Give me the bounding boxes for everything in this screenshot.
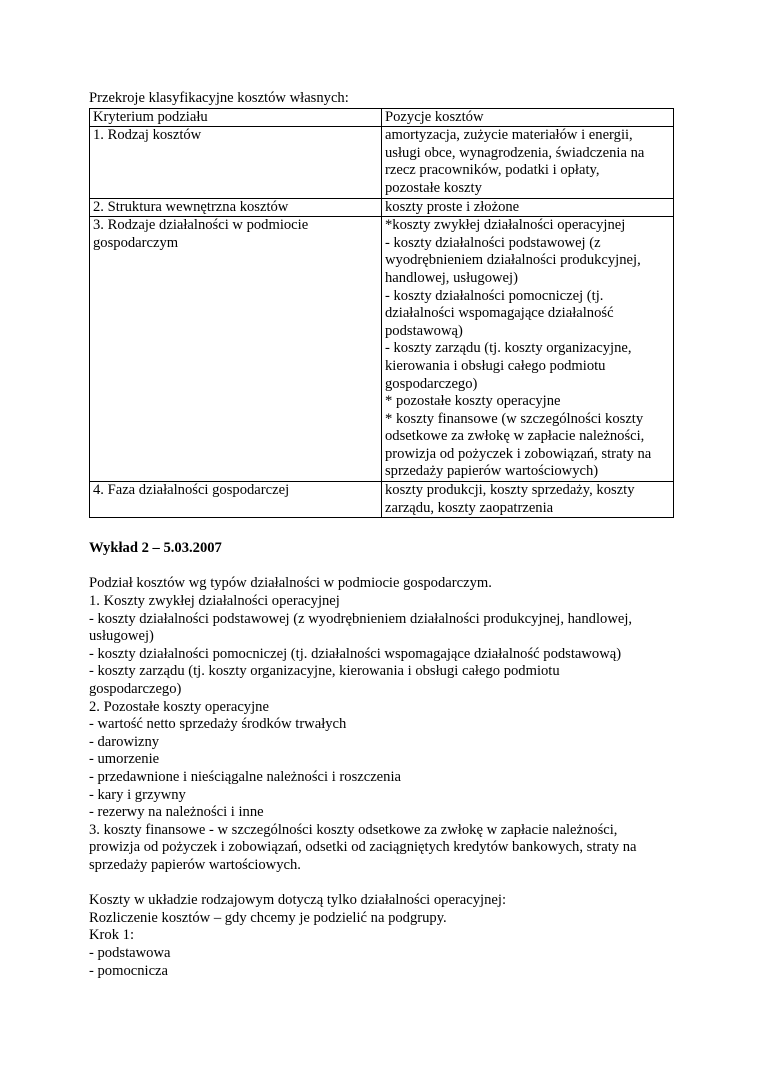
- criterion-cell: [90, 198, 382, 217]
- table-row: [90, 482, 674, 518]
- cell-text: amortyzacja, zużycie materiałów i energii,: [385, 127, 633, 144]
- cell-text: 2. Struktura wewnętrzna kosztów: [93, 198, 289, 215]
- cell-text: koszty proste i złożone: [385, 198, 520, 215]
- body-line: - darowizny: [89, 733, 160, 750]
- cell-text: gospodarczym: [93, 234, 179, 251]
- cell-text: kierowania i obsługi całego podmiotu: [385, 357, 606, 374]
- cell-text: * koszty finansowe (w szczególności koszty: [385, 410, 644, 427]
- table-row: [90, 217, 674, 482]
- body-line: usługowej): [89, 628, 154, 645]
- body-line: - rezerwy na należności i inne: [89, 804, 264, 821]
- body-line: - podstawowa: [89, 944, 171, 961]
- cell-text: gospodarczego): [385, 375, 478, 392]
- cell-text: koszty produkcji, koszty sprzedaży, koszty: [385, 482, 635, 499]
- body-line: 3. koszty finansowe - w szczególności koszty odsetkowe za zwłokę w zapłacie należności,: [89, 821, 618, 838]
- cell-text: 1. Rodzaj kosztów: [93, 127, 202, 144]
- body-line: Rozliczenie kosztów – gdy chcemy je podzielić na podgrupy.: [89, 909, 447, 926]
- cell-text: wyodrębnieniem działalności produkcyjnej,: [385, 252, 641, 269]
- cell-text: *koszty zwykłej działalności operacyjnej: [385, 217, 626, 234]
- body-line: 2. Pozostałe koszty operacyjne: [89, 698, 269, 715]
- lecture-heading: Wykład 2 – 5.03.2007: [89, 540, 222, 557]
- cell-text: * pozostałe koszty operacyjne: [385, 393, 561, 410]
- criterion-cell: [90, 217, 382, 482]
- blank-line: [89, 558, 674, 576]
- table-row: [90, 127, 674, 198]
- cell-text: handlowej, usługowej): [385, 269, 518, 286]
- document-page: [89, 90, 674, 980]
- cell-text: - koszty działalności podstawowej (z: [385, 234, 601, 251]
- criterion-cell: [90, 482, 382, 518]
- body-line: gospodarczego): [89, 681, 182, 697]
- cell-text: sprzedaży papierów wartościowych): [385, 463, 599, 480]
- body-line: - wartość netto sprzedaży środków trwałych: [89, 716, 347, 733]
- criterion-cell: [90, 127, 382, 198]
- table-caption: Przekroje klasyfikacyjne kosztów własnych:: [89, 90, 349, 106]
- body-line: - pomocnicza: [89, 962, 169, 979]
- cell-text: prowizja od pożyczek i zobowiązań, straty na: [385, 445, 652, 462]
- cell-text: odsetkowe za zwłokę w zapłacie należności,: [385, 428, 645, 445]
- body-line: sprzedaży papierów wartościowych.: [89, 856, 301, 873]
- cost-classification-table: [89, 108, 674, 519]
- table-header-cell: Kryterium podziału: [90, 108, 382, 127]
- body-line: - przedawnione i nieściągalne należności i roszczenia: [89, 768, 401, 785]
- table-header-cell: Pozycje kosztów: [382, 108, 674, 127]
- body-line: Koszty w układzie rodzajowym dotyczą tylko działalności operacyjnej:: [89, 892, 506, 909]
- body-line: 1. Koszty zwykłej działalności operacyjnej: [89, 593, 340, 610]
- body-line: - umorzenie: [89, 751, 160, 768]
- cell-text: zarządu, koszty zaopatrzenia: [385, 499, 554, 516]
- items-cell: [382, 482, 674, 518]
- table-row: [90, 198, 674, 217]
- body-section-2: [89, 892, 674, 980]
- items-cell: [382, 198, 674, 217]
- items-cell: [382, 127, 674, 198]
- cell-text: podstawową): [385, 322, 463, 339]
- cell-text: rzecz pracowników, podatki i opłaty,: [385, 162, 600, 179]
- blank-line: [89, 875, 674, 893]
- cell-text: działalności wspomagające działalność: [385, 305, 614, 322]
- items-cell: [382, 217, 674, 482]
- cell-text: 3. Rodzaje działalności w podmiocie: [93, 217, 309, 234]
- body-line: - koszty działalności podstawowej (z wyodrębnieniem działalności produkcyjnej, handlowej,: [89, 610, 633, 627]
- body-line: - koszty działalności pomocniczej (tj. działalności wspomagające działalność podstawową): [89, 645, 622, 662]
- body-section-1: [89, 575, 674, 874]
- body-line: Podział kosztów wg typów działalności w podmiocie gospodarczym.: [89, 575, 492, 592]
- body-line: Krok 1:: [89, 927, 134, 944]
- cell-text: - koszty zarządu (tj. koszty organizacyjne,: [385, 340, 632, 357]
- table-header-row: [90, 108, 674, 127]
- cell-text: - koszty działalności pomocniczej (tj.: [385, 287, 604, 304]
- body-line: - koszty zarządu (tj. koszty organizacyjne, kierowania i obsługi całego podmiotu: [89, 663, 560, 680]
- cell-text: 4. Faza działalności gospodarczej: [93, 482, 290, 499]
- body-line: prowizja od pożyczek i zobowiązań, odsetki od zaciągniętych kredytów bankowych, straty na: [89, 839, 637, 856]
- cell-text: usługi obce, wynagrodzenia, świadczenia na: [385, 144, 645, 161]
- body-line: - kary i grzywny: [89, 786, 186, 803]
- cell-text: pozostałe koszty: [385, 179, 482, 196]
